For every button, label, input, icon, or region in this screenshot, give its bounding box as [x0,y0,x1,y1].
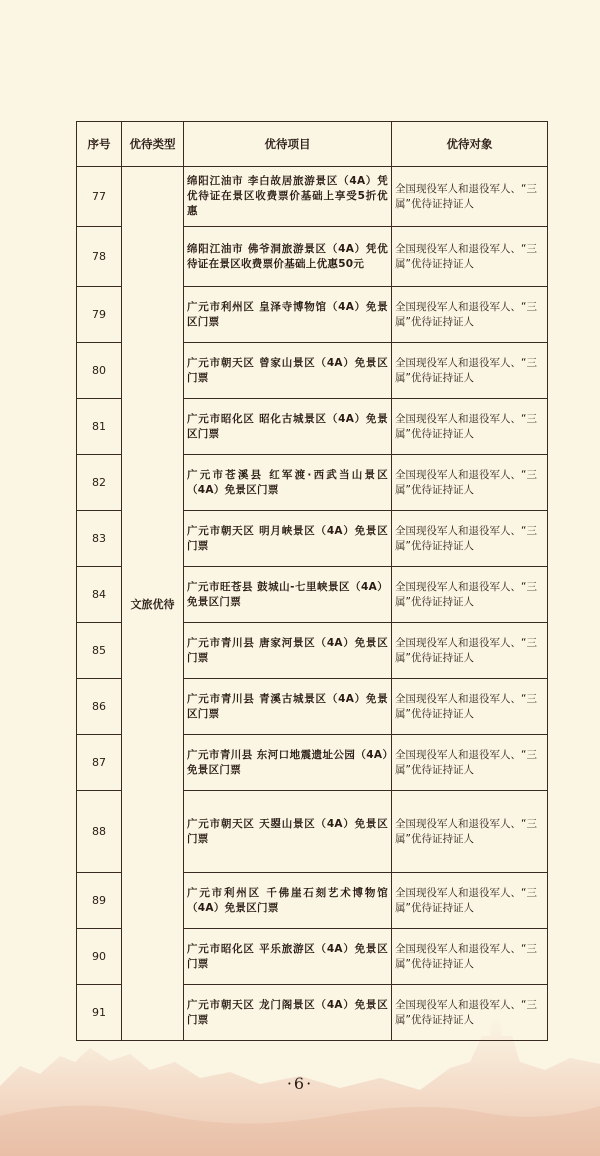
row-number: 85 [77,623,122,679]
row-number: 77 [77,167,122,227]
row-number: 80 [77,343,122,399]
row-number: 81 [77,399,122,455]
row-number: 87 [77,735,122,791]
category-cell: 文旅优待 [122,167,184,1041]
benefit-project: 绵阳江油市 李白故居旅游景区（4A）凭优待证在景区收费票价基础上享受5折优惠 [184,167,392,227]
benefit-project: 广元市青川县 青溪古城景区（4A）免景区门票 [184,679,392,735]
benefit-project: 广元市朝天区 天曌山景区（4A）免景区门票 [184,791,392,873]
benefit-target: 全国现役军人和退役军人、“三属”优待证持证人 [392,623,548,679]
row-number: 84 [77,567,122,623]
benefit-target: 全国现役军人和退役军人、“三属”优待证持证人 [392,227,548,287]
benefit-project: 广元市旺苍县 鼓城山-七里峡景区（4A）免景区门票 [184,567,392,623]
benefit-project: 广元市利州区 皇泽寺博物馆（4A）免景区门票 [184,287,392,343]
header-benefit-project: 优待项目 [184,122,392,167]
benefit-target: 全国现役军人和退役军人、“三属”优待证持证人 [392,791,548,873]
benefit-project: 广元市朝天区 龙门阁景区（4A）免景区门票 [184,985,392,1041]
row-number: 88 [77,791,122,873]
row-number: 89 [77,873,122,929]
benefit-project: 绵阳江油市 佛爷洞旅游景区（4A）凭优待证在景区收费票价基础上优惠50元 [184,227,392,287]
header-benefit-target: 优待对象 [392,122,548,167]
page-number: ·6· [286,1074,314,1093]
header-serial-number: 序号 [77,122,122,167]
benefit-target: 全国现役军人和退役军人、“三属”优待证持证人 [392,929,548,985]
benefit-project: 广元市朝天区 明月峡景区（4A）免景区门票 [184,511,392,567]
benefit-target: 全国现役军人和退役军人、“三属”优待证持证人 [392,343,548,399]
benefit-project: 广元市利州区 千佛崖石刻艺术博物馆（4A）免景区门票 [184,873,392,929]
benefits-table [76,121,548,1041]
benefit-project: 广元市昭化区 昭化古城景区（4A）免景区门票 [184,399,392,455]
benefit-target: 全国现役军人和退役军人、“三属”优待证持证人 [392,287,548,343]
table-header-row [77,122,548,167]
benefit-project: 广元市青川县 东河口地震遗址公园（4A）免景区门票 [184,735,392,791]
benefit-target: 全国现役军人和退役军人、“三属”优待证持证人 [392,567,548,623]
row-number: 83 [77,511,122,567]
benefit-project: 广元市昭化区 平乐旅游区（4A）免景区门票 [184,929,392,985]
benefit-target: 全国现役军人和退役军人、“三属”优待证持证人 [392,873,548,929]
benefit-project: 广元市苍溪县 红军渡·西武当山景区（4A）免景区门票 [184,455,392,511]
benefit-target: 全国现役军人和退役军人、“三属”优待证持证人 [392,511,548,567]
row-number: 82 [77,455,122,511]
row-number: 90 [77,929,122,985]
benefit-target: 全国现役军人和退役军人、“三属”优待证持证人 [392,985,548,1041]
benefit-project: 广元市青川县 唐家河景区（4A）免景区门票 [184,623,392,679]
row-number: 78 [77,227,122,287]
header-benefit-type: 优待类型 [122,122,184,167]
benefit-target: 全国现役军人和退役军人、“三属”优待证持证人 [392,167,548,227]
benefit-target: 全国现役军人和退役军人、“三属”优待证持证人 [392,735,548,791]
row-number: 79 [77,287,122,343]
benefit-target: 全国现役军人和退役军人、“三属”优待证持证人 [392,455,548,511]
benefit-target: 全国现役军人和退役军人、“三属”优待证持证人 [392,679,548,735]
row-number: 86 [77,679,122,735]
benefit-project: 广元市朝天区 曾家山景区（4A）免景区门票 [184,343,392,399]
row-number: 91 [77,985,122,1041]
table-row [77,167,548,227]
benefit-target: 全国现役军人和退役军人、“三属”优待证持证人 [392,399,548,455]
